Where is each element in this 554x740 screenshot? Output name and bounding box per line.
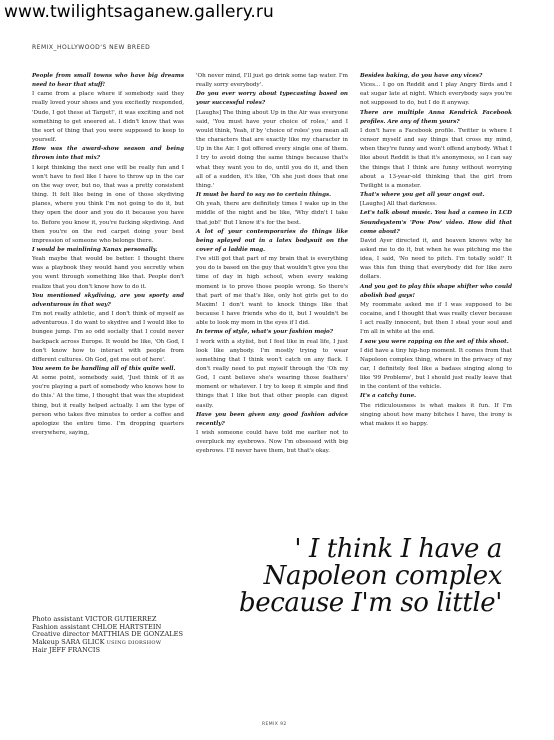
pull-quote-line-2: Napoleon complex: [263, 561, 502, 591]
credit-name: SARA GLICK: [61, 637, 105, 646]
interview-answer: I kept thinking the next one will be really fun and I won't have to feel like I have to throw up in the car on the way over, but no, that was a pretty consistent thing. It felt like being in one of those skydiving planes, where you think I'm not going to do it, but they open the door and you do it because you have to. Before you know it, you're fucking skydiving. And then you're on the red carpet doing your best impression of someone who belongs there.: [32, 164, 184, 244]
interview-question: I would be mainlining Xanax personally.: [32, 246, 158, 253]
interview-question: There are multiple Anna Kendrick Facebook profiles. Are any of them yours?: [360, 109, 512, 125]
credit-extra: USING DIORSHOW: [106, 639, 162, 646]
interview-answer: At some point, somebody said, 'Just think of it as you're playing a part of somebody who knows how to do this.' At the time, I thought that was the stupidest thing, but it really helped actually. I am the type of person who takes five minutes to order a coffee and apologize the entire time. I'm dropping quarters everywhere, saying,: [32, 375, 184, 437]
interview-answer: [Laughs] All that darkness.: [360, 201, 437, 208]
watermark-url: www.twilightsaganew.gallery.ru: [4, 2, 274, 22]
interview-question: A lot of your contemporaries do things like being splayed out in a latex bodysuit on the cover of a laddie mag.: [196, 228, 348, 253]
interview-question: Besides baking, do you have any vices?: [360, 73, 483, 79]
credit-name: VICTOR GUTIERREZ: [85, 615, 157, 623]
interview-answer: I came from a place where if somebody said they really loved your shoes and you excitedly responded, 'Dude, I got these at Target!', it was exciting and not something to get sneered at. I didn't know that was the sort of thing that you were supposed to keep to yourself.: [32, 91, 184, 144]
interview-question: And you got to play this shape shifter who could abolish bad guys!: [360, 283, 512, 299]
credit-name: MATTHIAS DE GONZALES: [91, 630, 183, 639]
photo-credits: [32, 616, 183, 655]
pull-quote-line-3: because I'm so little': [238, 588, 502, 618]
credit-role: Creative director: [32, 630, 90, 639]
section-label: REMIX_HOLLYWOOD'S NEW BREED: [32, 44, 151, 51]
credit-name: CHLOE HARTSTEIN: [91, 622, 162, 631]
credit-role: Photo assistant: [32, 615, 84, 623]
interview-answer: David Ayer directed it, and heaven knows why he asked me to do it, but when he was pitching me the idea, I said, 'No need to pitch. I'm totally sold!' It was this fun thing that everybody did for like zero dollars.: [360, 237, 512, 281]
interview-answer: Oh yeah, there are definitely times I wake up in the middle of the night and be like, 'Why didn't I take that job!' But I know it's for the best.: [196, 201, 348, 226]
interview-answer: I'm not really athletic, and I don't think of myself as adventurous. I do want to skydive and I would like to bungee jump. I'm so odd socially that I could never backpack across Europe. It would be like, 'Oh God, I don't know how to interact with people from different cultures. Oh God, get me out of here'.: [32, 311, 184, 363]
interview-answer: 'Oh never mind, I'll just go drink some tap water. I'm really sorry everybody'.: [196, 73, 348, 89]
pull-quote: [239, 536, 502, 617]
interview-question: It's a catchy tune.: [360, 393, 417, 400]
interview-answer: I don't have a Facebook profile. Twitter is where I censor myself and say things that cross my mind, when they're funny and won't offend anybody. What I like about Reddit is that it's anonymous, so I can say the things that I think are funny without worrying about a 13-year-old thinking that the girl from Twilight is a monster.: [360, 127, 512, 189]
pull-quote-line-1: ' I think I have a: [294, 534, 502, 564]
interview-question: Have you been given any good fashion advice recently?: [196, 411, 348, 427]
credit-name: JEFF FRANCIS: [49, 646, 101, 655]
interview-question: I saw you were rapping on the set of this shoot.: [360, 338, 509, 345]
interview-question: In terms of style, what's your fashion mojo?: [196, 329, 334, 336]
interview-answer: The ridiculousness is what makes it fun. If I'm singing about how many bitches I have, the irony is what makes it so happy.: [360, 402, 512, 427]
interview-answer: I've still got that part of my brain that is everything you do is based on the guy that wouldn't give you the time of day in high school, when every waking moment is to prove those people wrong. So there's that part of me that's like, only hot girls get to do Maxim! I don't want to knock things like that because I have friends who do it, but I wouldn't be able to look my mom in the eyes if I did.: [196, 256, 348, 327]
interview-question: People from small towns who have big dreams need to hear that stuff!: [32, 73, 184, 89]
interview-question: You seem to be handling all of this quite well.: [32, 366, 176, 372]
interview-question: That's where you get all your angst out.: [360, 192, 485, 199]
credit-role: Makeup: [32, 637, 60, 646]
interview-column-1: [32, 72, 184, 438]
interview-column-2: [196, 72, 348, 457]
interview-answer: I work with a stylist, but I feel like in real life, I just look like anybody. I'm mostly trying to wear something that I think won't catch on any flack. I don't really need to put myself through the 'Oh my God, I cant believe she's wearing those feathers' moment or whatever. I try to keep it simple and find things that I like but that other people can digest easily.: [196, 338, 348, 409]
interview-question: It must be hard to say no to certain things.: [196, 192, 332, 199]
interview-question: You mentioned skydiving, are you sporty and adventurous in that way?: [32, 292, 184, 308]
credit-role: Fashion assistant: [32, 622, 90, 631]
interview-column-3: [360, 72, 512, 429]
interview-answer: I wish someone could have told me earlier not to overpluck my eyebrows. Now I'm obsessed with big eyebrows. I'll never have them, but that's okay.: [196, 430, 348, 455]
interview-answer: Vices... I go on Reddit and I play Angry Birds and I eat sugar late at night. Which everybody says you're not supposed to do, but I do it anyway.: [360, 82, 512, 107]
interview-answer: [Laughs] The thing about Up in the Air was everyone said, 'You must have your choice of roles,' and I would think, Yeah, if by 'choice of roles' you mean all the characters that are exactly like my character in Up in the Air. I got offered every single one of them. I try to avoid doing the same things because that's what they want you to do, until you do it, and then all of a sudden, it's like, 'Oh she just does that one thing.': [196, 109, 348, 189]
interview-question: Do you ever worry about typecasting based on your successful roles?: [196, 91, 348, 107]
interview-answer: Yeah maybe that would be better. I thought there was a playbook they would hand you secretly when you went through something like that. People don't realize that you don't know how to do it.: [32, 256, 184, 290]
interview-answer: I did have a tiny hip-hop moment. It comes from that Napoleon complex thing, where in the privacy of my car, I definitely feel like a badass singing along to like '99 Problems', but I should just really leave that in the content of the vehicle.: [360, 347, 512, 391]
page-folio: REMIX 92: [262, 722, 287, 727]
credit-role: Hair: [32, 646, 47, 655]
interview-question: How was the award-show season and being thrown into that mix?: [32, 146, 184, 162]
interview-answer: My roommate asked me if I was supposed to be cocaine, and I thought that was really clever because I act really innocent, but then I steal your soul and I'm all in white at the end.: [360, 301, 512, 336]
interview-question: Let's talk about music. You had a cameo in LCD Soundsystem's 'Pow Pow' video. How did that come about?: [360, 210, 512, 235]
credit-line: [32, 647, 183, 655]
